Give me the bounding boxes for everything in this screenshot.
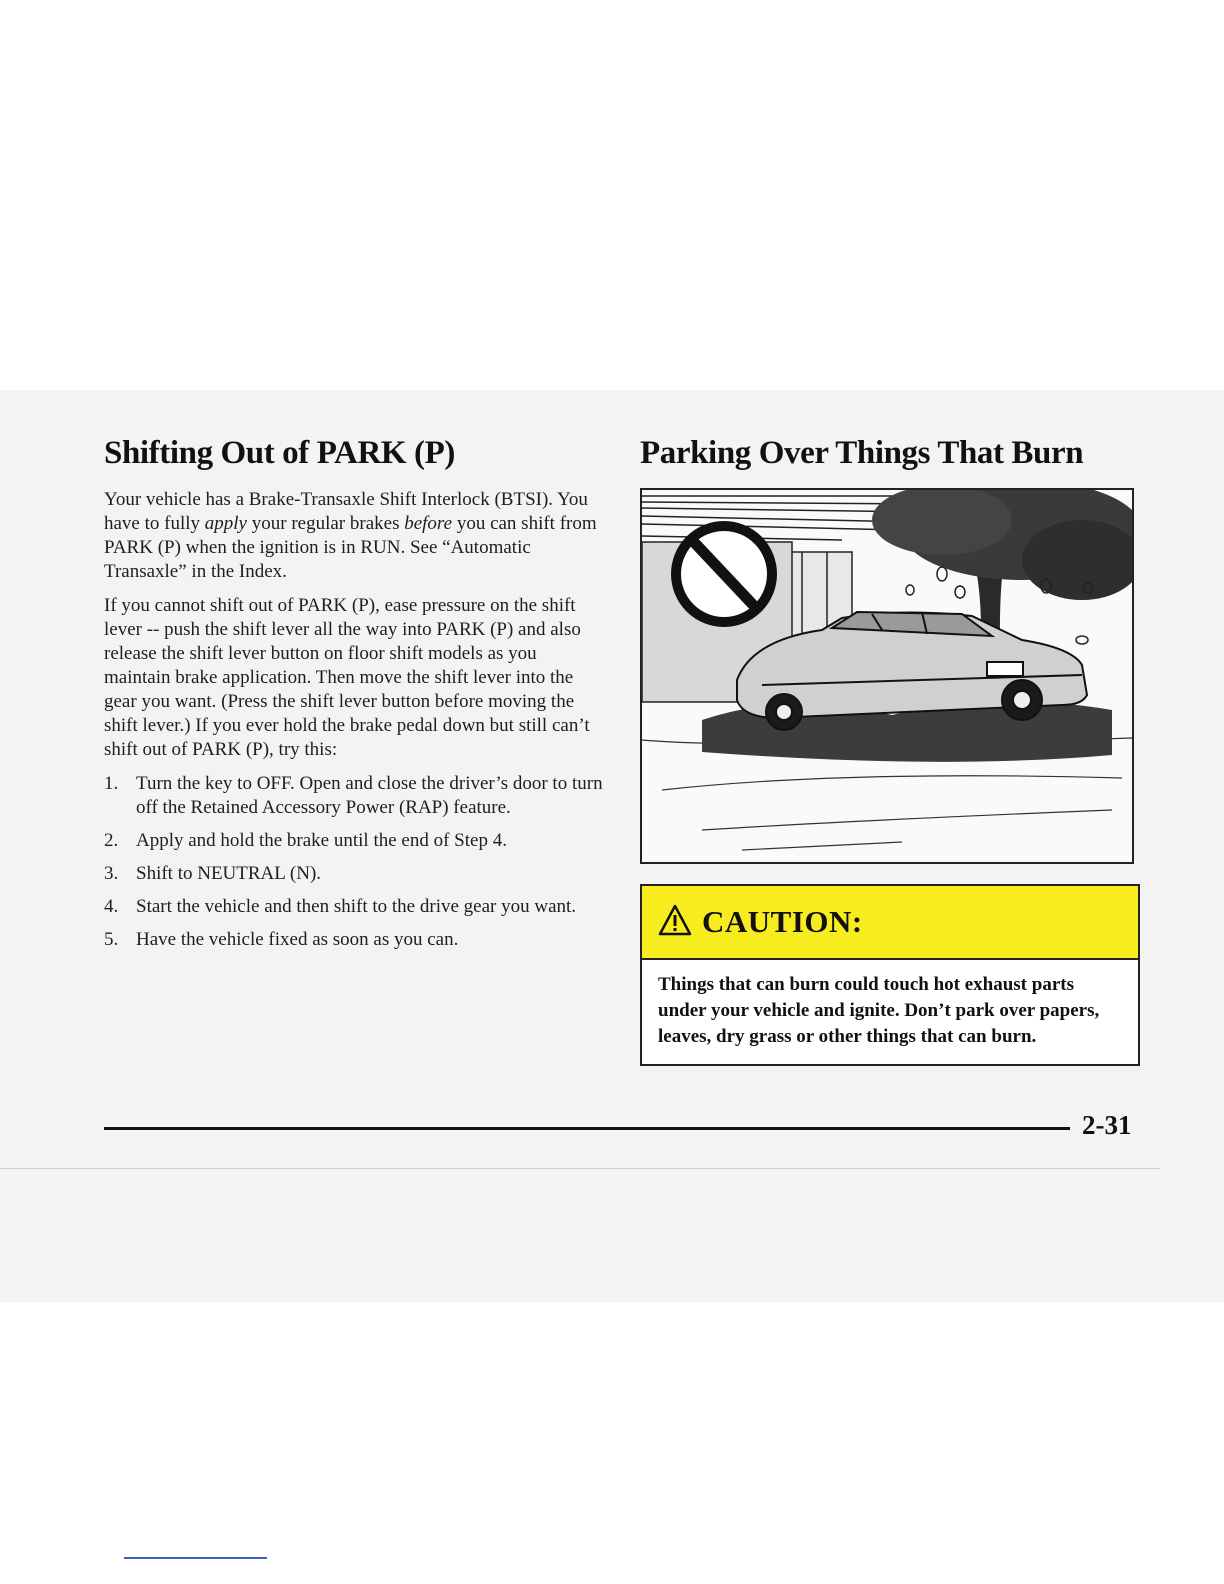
paragraph-text: your regular brakes bbox=[247, 513, 405, 534]
warning-triangle-icon bbox=[658, 904, 692, 941]
section-heading-shifting: Shifting Out of PARK (P) bbox=[104, 435, 455, 471]
step-text: Start the vehicle and then shift to the drive gear you want. bbox=[136, 896, 577, 917]
step-text: Shift to NEUTRAL (N). bbox=[136, 863, 322, 884]
parked-car-illustration bbox=[640, 488, 1134, 864]
step-text: Apply and hold the brake until the end of Step 4. bbox=[136, 830, 507, 851]
right-column bbox=[640, 432, 1144, 1066]
list-item bbox=[104, 772, 604, 820]
caution-header bbox=[642, 886, 1138, 960]
left-column bbox=[104, 432, 604, 961]
steps-list bbox=[104, 772, 604, 952]
car-over-leaves-drawing bbox=[642, 490, 1132, 862]
list-item bbox=[104, 862, 604, 886]
step-number: 2. bbox=[104, 830, 119, 851]
emphasis-before: before bbox=[404, 513, 453, 534]
list-item bbox=[104, 928, 604, 952]
step-text: Turn the key to OFF. Open and close the driver’s door to turn off the Retained Accessory Power (RAP) feature. bbox=[136, 773, 603, 818]
step-number: 4. bbox=[104, 896, 119, 917]
step-number: 1. bbox=[104, 773, 119, 794]
page-number: 2-31 bbox=[1082, 1110, 1132, 1140]
paragraph-text: Your vehicle has a Brake-Transaxle Shift Interlock (BTSI). You have to fully bbox=[104, 489, 588, 534]
step-number: 5. bbox=[104, 929, 119, 950]
list-item bbox=[104, 829, 604, 853]
step-number: 3. bbox=[104, 863, 119, 884]
list-item bbox=[104, 895, 604, 919]
paragraph-text: you can shift from PARK (P) when the ignition is in RUN. See “Automatic Transaxle” in the Index. bbox=[104, 513, 597, 582]
prohibition-icon bbox=[676, 526, 772, 622]
emphasis-apply: apply bbox=[204, 513, 247, 534]
section-heading-parking: Parking Over Things That Burn bbox=[640, 435, 1084, 471]
paragraph-btsi bbox=[104, 488, 604, 584]
bottom-mark bbox=[124, 1557, 267, 1559]
caution-title: CAUTION: bbox=[702, 904, 863, 939]
faint-divider bbox=[0, 1168, 1160, 1169]
footer-rule bbox=[104, 1127, 1070, 1130]
caution-box bbox=[640, 884, 1140, 1066]
paragraph-cannot-shift: If you cannot shift out of PARK (P), ease pressure on the shift lever -- push the shift lever all the way into PARK (P) and also release the shift lever button on floor shift models as you maintain brake application. Then move the shift lever into the gear you want. (Press the shift lever button before moving the shift lever.) If you ever hold the brake pedal down but still can’t shift out of PARK (P), try this: bbox=[104, 595, 590, 760]
caution-text: Things that can burn could touch hot exhaust parts under your vehicle and ignite. Don’t park over papers, leaves, dry grass or other things that can burn. bbox=[658, 974, 1100, 1047]
step-text: Have the vehicle fixed as soon as you can. bbox=[136, 929, 459, 950]
